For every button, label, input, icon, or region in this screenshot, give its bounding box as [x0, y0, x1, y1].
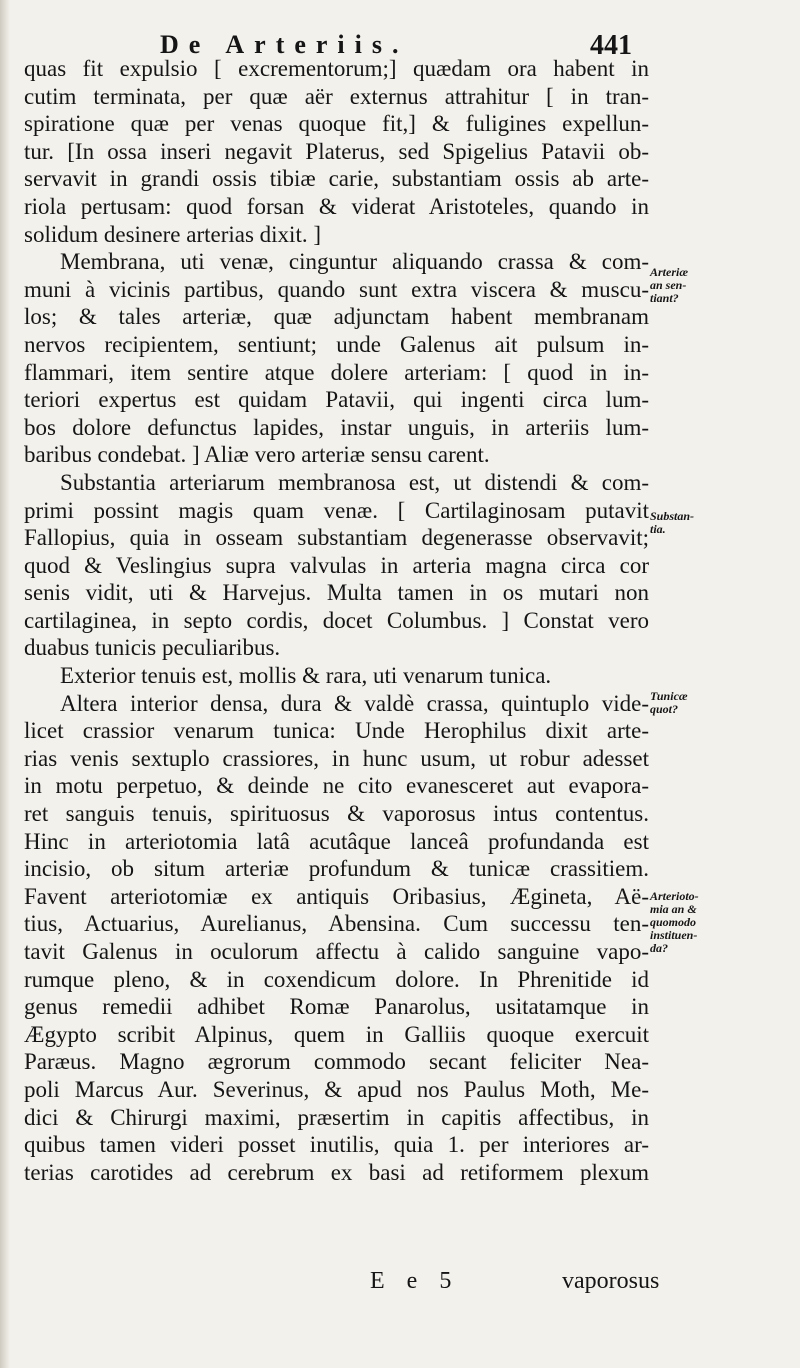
- margin-note: Tunicæ quot?: [650, 689, 688, 716]
- text-line: primi possint magis quam venæ. [ Cartilaginosam putavit: [24, 497, 649, 523]
- text-line: genus remedii adhibet Romæ Panarolus, usitatamque in: [24, 994, 649, 1020]
- text-line: bos dolore defunctus lapides, instar unguis, in arteriis lum-: [24, 414, 649, 440]
- text-line: Favent arteriotomiæ ex antiquis Oribasius, Ægineta, Aë-: [24, 883, 649, 909]
- text-line: riola pertusam: quod forsan & viderat Aristoteles, quando in: [24, 193, 649, 219]
- text-line: los; & tales arteriæ, quæ adjunctam habent membranam: [24, 304, 649, 330]
- catchword: vaporosus: [562, 1268, 660, 1294]
- text-line: muni à vicinis partibus, quando sunt extra viscera & muscu-: [24, 276, 649, 302]
- text-line: Altera interior densa, dura & valdè crassa, quintuplo vide-: [60, 690, 649, 716]
- text-line: Exterior tenuis est, mollis & rara, uti venarum tunica.: [60, 663, 552, 689]
- text-line: flammari, item sentire atque dolere arteriam: [ quod in in-: [24, 359, 649, 385]
- running-title: De Arteriis.: [160, 30, 409, 59]
- text-line: tur. [In ossa inseri negavit Platerus, sed Spigelius Patavii ob-: [24, 138, 649, 164]
- text-line: quas fit expulsio [ excrementorum;] quædam ora habent in: [24, 56, 649, 81]
- signature-mark: E e 5: [370, 1268, 460, 1294]
- page-number: 441: [590, 30, 632, 61]
- text-line: rias venis sextuplo crassiores, in hunc usum, ut robur adesset: [24, 745, 649, 771]
- margin-note: Arteriæ an sen- tiant?: [650, 265, 689, 305]
- text-line: rumque pleno, & in coxendicum dolore. In Phrenitide id: [24, 966, 649, 992]
- text-line: cutim terminata, per quæ aër externus attrahitur [ in tran-: [24, 83, 649, 109]
- text-line: dici & Chirurgi maximi, præsertim in capitis affectibus, in: [24, 1104, 649, 1130]
- text-line: Paræus. Magno ægrorum commodo secant feliciter Nea-: [24, 1049, 649, 1075]
- text-line: incisio, ob situm arteriæ profundum & tunicæ crassitiem.: [24, 856, 649, 882]
- page-edge-shadow: [0, 0, 10, 1368]
- text-line: licet crassior venarum tunica: Unde Herophilus dixit arte-: [24, 718, 649, 744]
- text-line: quod & Veslingius supra valvulas in arteria magna circa cor: [24, 552, 649, 578]
- text-line: tavit Galenus in oculorum affectu à calido sanguine vapo-: [24, 939, 649, 964]
- text-line: cartilaginea, in septo cordis, docet Columbus. ] Constat vero: [24, 607, 649, 633]
- text-line: baribus condebat. ] Aliæ vero arteriæ sensu carent.: [24, 442, 490, 468]
- text-line: tius, Actuarius, Aurelianus, Abensina. Cum successu ten-: [24, 911, 649, 937]
- text-line: senis vidit, uti & Harvejus. Multa tamen in os mutari non: [24, 580, 649, 606]
- text-line: duabus tunicis peculiaribus.: [24, 635, 281, 661]
- text-line: ret sanguis tenuis, spirituosus & vaporosus intus contentus.: [24, 801, 649, 827]
- text-line: nervos recipientem, sentiunt; unde Galenus ait pulsum in-: [24, 331, 649, 357]
- margin-note: Arterioto- mia an & quomodo instituen- da?: [650, 889, 699, 955]
- text-line: Substantia arteriarum membranosa est, ut distendi & com-: [60, 469, 649, 495]
- text-line: servavit in grandi ossis tibiæ carie, substantiam ossis ab arte-: [24, 166, 649, 192]
- text-line: Fallopius, quia in osseam substantiam degenerasse observavit;: [24, 525, 649, 551]
- text-line: Membrana, uti venæ, cinguntur aliquando crassa & com-: [60, 249, 649, 275]
- page-footer: [0, 1268, 800, 1308]
- text-line: solidum desinere arterias dixit. ]: [24, 221, 322, 247]
- text-line: poli Marcus Aur. Severinus, & apud nos Paulus Moth, Me-: [24, 1076, 649, 1102]
- text-line: Hinc in arteriotomia latâ acutâque lanceâ profundanda est: [24, 828, 649, 854]
- text-line: in motu perpetuo, & deinde ne cito evanesceret aut evapora-: [24, 773, 649, 799]
- text-line: spiratione quæ per venas quoque fit,] & fuligines expellun-: [24, 111, 649, 137]
- margin-note: Substan- tia.: [650, 509, 695, 536]
- body-text: [24, 55, 649, 1186]
- text-line: terias carotides ad cerebrum ex basi ad retiformem plexum: [24, 1159, 649, 1185]
- text-line: quibus tamen videri posset inutilis, quia 1. per interiores ar-: [24, 1132, 649, 1158]
- text-line: teriori expertus est quidam Patavii, qui ingenti circa lum-: [24, 387, 649, 413]
- text-line: Ægypto scribit Alpinus, quem in Galliis quoque exercuit: [24, 1021, 649, 1047]
